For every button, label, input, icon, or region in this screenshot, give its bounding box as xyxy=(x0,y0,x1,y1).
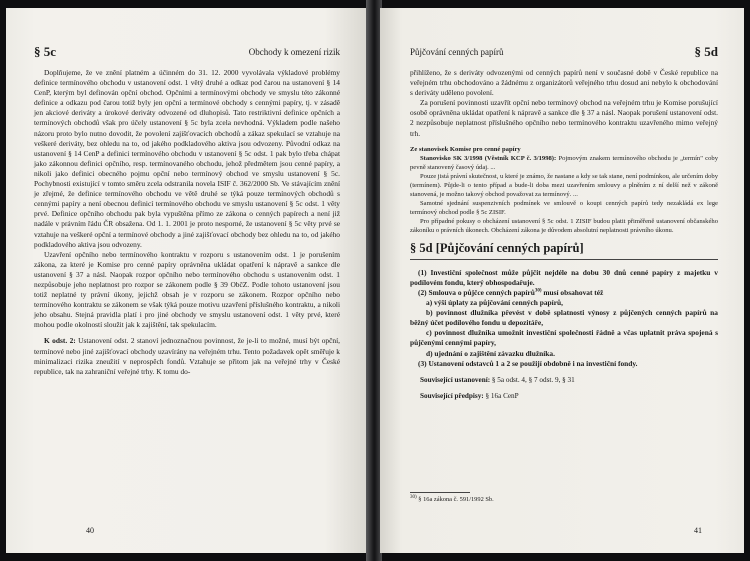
right-page xyxy=(380,8,744,553)
commission-opinions: Ze stanovisek Komise pro cenné papíry Stanovisko SK 3/1998 (Věstník KCP č. 3/1998): Pojmovým znakem termínového obchodu je „termín" coby pevně stanovený časový údaj. ... Pouze jistá právní skutečnost, u které je známo, že nastane a kdy se tak stane, není podmínkou, ale určením doby (termínem). Půjde-li o tento případ a bude-li doba mezi uzavřením smlouvy a plněním z ní delší než v zákoně stanovená, je možno takový obchod považovat za termínový. ... Samotné sjednání suspenzivních podmínek ve smlouvě o koupi cenných papírů tedy nezakládá ex lege termínový obchod podle § 5c ZISIF. Pro případné pokusy o obcházení ustanovení § 5c odst. 1 ZISIF budou platit přiměřeně ustanovení občanského zákoníku o právních úkonech. Obcházení zákona je důvodem absolutní neplatnosti právního úkonu. xyxy=(410,145,718,234)
section-rule xyxy=(410,259,718,260)
paragraph: přihlíženo, že s deriváty odvozenými od cenných papírů není v současné době v České republice na veřejném trhu obchodováno a žádnému z organizátorů veřejného trhu dosud ani nebylo k obchodování s deriváty uděleno povolení. xyxy=(410,68,718,98)
left-running-header xyxy=(34,44,340,64)
law-text xyxy=(410,268,718,369)
law-paragraph-1: (1) Investiční společnost může půjčit nejdéle na dobu 30 dnů cenné papíry z majetku v podílovém fondu, který obhospodařuje. xyxy=(410,267,718,287)
paragraph: Samotné sjednání suspenzivních podmínek ve smlouvě o koupi cenných papírů tedy nezakládá ex lege termínový obchod podle § 5c ZISIF. xyxy=(410,199,718,216)
law-item-a: a) výši úplaty za půjčování cenných papírů, xyxy=(426,298,563,308)
left-body-text xyxy=(34,68,340,377)
left-page-number: 40 xyxy=(86,526,94,535)
law-item-d: d) ujednání o zajištění závazku dlužníka. xyxy=(426,348,555,358)
left-header-title: Obchody k omezení rizik xyxy=(248,47,340,57)
right-header-title: Půjčování cenných papírů xyxy=(410,47,504,57)
footnote-rule xyxy=(410,492,470,493)
paragraph: Doplňujeme, že ve znění platném a účinném do 31. 12. 2000 vyvolávala výkladové problémy definice termínového obchodu v ustanovení odst. 1 větý druhé a odkaz pod čarou na ustanovení § 14 CenP, kterým byl definován opční obchod. Opčními a termínovými obchody ve smyslu této zákonné definice a odkazu pod čarou totiž byly jen opční a termínové obchody s cennými papíry, tj. v zásadě jen akciové deriváty a úrokové deriváty odvozené od dluhopisů. Tato restriktivní definice opčních a termínových obchodů však pro účely ustanovení § 5c byla zcela nevhodná. Výkladem podle našeho názoru proto bylo nutno dovodit, že povolení zajišťovacích obchodů a zákaz spekulací se vztahuje na veškeré deriváty, bez ohledu na to, od jakého podkladového aktiva jsou odvozeny. Původní odkaz na ustanovení § 14 CenP a definici termínového obchodu v ustanovení § 5c odst. 1 pak bylo třeba chápat jako zákonnou definici opčního, resp. termínovaného obchodu, jehož předmětem jsou cenné papíry, a nikoli jako definici obecného pojmu opční nebo termínový obchod ve smyslu ustanovení § 5c. Pochybnosti existující v tomto směru zcela odstranila novela ISIF č. 362/2000 Sb. Ve stávajícím znění je zřejmé, že definice termínového obchodu ve větě druhé se týká pouze termínových obchodů s cennými papíry a není obecnou definicí termínového obchodu ve smyslu ustanovení § 5c odst. 1 věty prvé. Definice opčního obchodu pak byla vypuštěna přímo ze zákona o cenných papírech a není již nadále v právním řádu ČR obsažena. Od 1. 1. 2001 je proto nesporné, že ustanovení § 5c věty prvé se vztahuje na veškeré opční a termínové obchody a jiné zajišťovací obchody bez ohledu na to, od jakého podkladového aktiva jsou odvozeny. xyxy=(34,68,340,249)
right-header-section: § 5d xyxy=(694,44,718,59)
k-odst-label: K odst. 2: xyxy=(44,336,76,346)
paragraph: Pro případné pokusy o obcházení ustanovení § 5c odst. 1 ZISIF budou platit přiměřeně ustanovení občanského zákoníku o právních úkonech. Obcházení zákona je důvodem absolutní neplatnosti právního úkonu. xyxy=(410,217,718,234)
section-number: § 5d xyxy=(410,240,433,255)
law-paragraph-3: (3) Ustanovení odstavců 1 a 2 se použijí obdobně i na investiční fondy. xyxy=(418,358,638,368)
related-provisions: Související ustanovení: § 5a odst. 4, § 7 odst. 9, § 31 xyxy=(420,375,575,384)
law-paragraph-2: (2) Smlouva o půjčce cenných papírů$^{30)}$ musí obsahovat též xyxy=(418,287,604,297)
law-item-c: c) povinnost dlužníka umožnit investiční společnosti řádně a včas uplatnit práva spojená s půjčenými cennými papíry, xyxy=(410,328,718,348)
paragraph: Za porušení povinnosti uzavřít opční nebo termínový obchod na veřejném trhu je Komise porušující osobě oprávněna ukládat opatření k nápravě a sankce dle § 37 a násl. Naopak porušení ustanovení odst. 2 nezpůsobuje neplatnost příslušného opčního nebo termínového kontraktu uzavřeného mimo veřejný trh. xyxy=(410,98,718,138)
left-page xyxy=(6,8,368,553)
k-odst-paragraph xyxy=(34,336,340,376)
right-running-header xyxy=(410,44,718,64)
k-odst-text: Ustanovení odst. 2 stanoví jednoznačnou povinnost, že je-li to možné, musí být opční, termínové nebo jiné zajišťovací obchody uzavírány na veřejném trhu. Tento požadavek opět směřuje k minimalizaci rizika zneužití v neprospěch fondů. Vztahuje se přitom jak na veřejné trhy v České republice, tak na zahraniční veřejné trhy. K tomu do- xyxy=(34,336,340,376)
section-heading xyxy=(410,240,718,255)
paragraph: Uzavření opčního nebo termínového kontraktu v rozporu s ustanovením odst. 1 je porušením zákona, za které je Komise pro cenné papíry oprávněna ukládat opatření k nápravě a sankce dle ustanovení § 37 a násl. Naopak rozpor opčního nebo termínového obchodu s ustanovením odst. 1 nezpůsobuje jeho neplatnost pro rozpor se zákonem podle § 39 ObčZ. Podle tohoto ustanovení jsou totiž neplatné ty právní úkony, jejichž obsah je v rozporu se zákonem. Rozpor opčního nebo termínového kontraktu se zákonem se však týká pouze motivu uzavření příslušného kontraktu, a nikoli jeho obsahu. Stejná pravidla platí i pro jiné obchody ve smyslu ustanovení odst. 1 věty prvé, které mohou podle okolností sloužit jak k zajištění, tak spekulacím. xyxy=(34,249,340,330)
left-header-section: § 5c xyxy=(34,44,57,59)
section-name: [Půjčování cenných papírů] xyxy=(435,240,584,255)
right-body-text xyxy=(410,68,718,401)
paragraph: Pouze jistá právní skutečnost, u které je známo, že nastane a kdy se tak stane, není podmínkou, ale určením doby (termínem). Půjde-li o tento případ a bude-li doba mezi uzavřením smlouvy a plněním z ní delší než v zákoně stanovená, je možno takový obchod považovat za termínový. ... xyxy=(410,172,718,198)
opinions-heading: Ze stanovisek Komise pro cenné papíry xyxy=(410,145,521,153)
right-page-number: 41 xyxy=(694,526,702,535)
law-item-b: b) povinnost dlužníka převést v době splatnosti výnosy z půjčených cenných papírů na běžný účet podílového fondu u depozitáře, xyxy=(410,308,718,328)
opinion-reference: Stanovisko SK 3/1998 (Věstník KCP č. 3/1998): xyxy=(420,154,557,162)
related-regulations: Související předpisy: § 16a CenP xyxy=(420,391,519,400)
footnote: $^{30)}$ § 16a zákona č. 591/1992 Sb. xyxy=(410,494,494,503)
